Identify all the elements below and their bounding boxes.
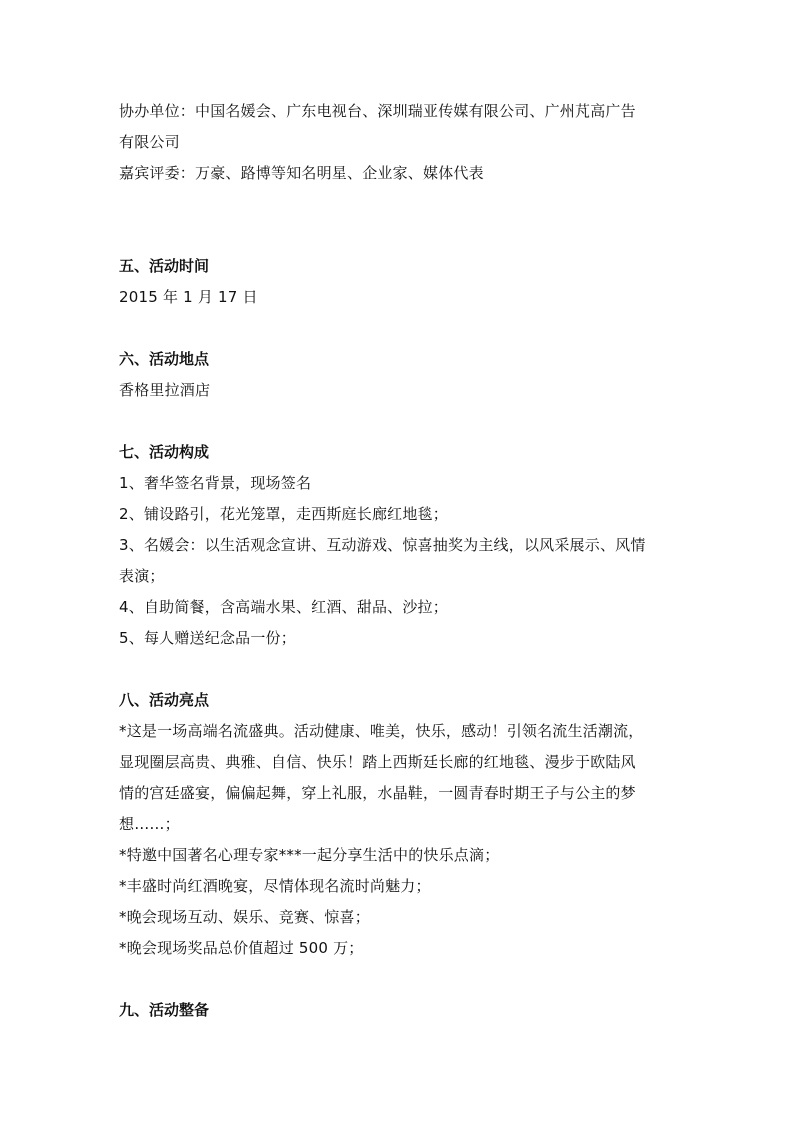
highlight-line: 想……； [119, 815, 180, 833]
spacer [119, 406, 679, 437]
guest-judges-line: 嘉宾评委：万豪、路博等知名明星、企业家、媒体代表 [119, 164, 484, 182]
highlight-line: *晚会现场互动、娱乐、竞赛、惊喜； [119, 908, 370, 926]
highlight-line: *特邀中国著名心理专家***一起分享生活中的快乐点滴； [119, 846, 500, 864]
document-page [119, 96, 679, 1026]
section-heading-preparation: 九、活动整备 [119, 1001, 210, 1019]
spacer [119, 654, 679, 685]
section-heading-composition: 七、活动构成 [119, 443, 210, 461]
composition-item: 2、铺设路引，花光笼罩，走西斯庭长廊红地毯； [119, 505, 448, 523]
composition-item: 1、奢华签名背景，现场签名 [119, 474, 312, 492]
highlight-line: 显现圈层高贵、典雅、自信、快乐！踏上西斯廷长廊的红地毯、漫步于欧陆风 [119, 753, 636, 771]
composition-item: 3、名媛会：以生活观念宣讲、互动游戏、惊喜抽奖为主线，以风采展示、风情 [119, 536, 646, 554]
event-location: 香格里拉酒店 [119, 381, 211, 399]
highlight-line: *这是一场高端名流盛典。活动健康、唯美，快乐，感动！引领名流生活潮流， [119, 722, 644, 740]
spacer [119, 313, 679, 344]
event-date: 2015 年 1 月 17 日 [119, 288, 258, 306]
highlight-line: 情的宫廷盛宴，偏偏起舞，穿上礼服，水晶鞋，一圆青春时期王子与公主的梦 [119, 784, 636, 802]
spacer [119, 189, 679, 251]
composition-item: 5、每人赠送纪念品一份； [119, 629, 296, 647]
highlight-line: *丰盛时尚红酒晚宴，尽情体现名流时尚魅力； [119, 877, 431, 895]
highlight-line: *晚会现场奖品总价值超过 500 万； [119, 939, 364, 957]
section-heading-time: 五、活动时间 [119, 257, 210, 275]
section-heading-highlights: 八、活动亮点 [119, 691, 210, 709]
spacer [119, 964, 679, 995]
section-heading-location: 六、活动地点 [119, 350, 210, 368]
composition-item: 表演； [119, 567, 165, 585]
co-organizers-line-1: 协办单位：中国名媛会、广东电视台、深圳瑞亚传媒有限公司、广州芃高广告 [119, 102, 636, 120]
co-organizers-line-2: 有限公司 [119, 133, 180, 151]
composition-item: 4、自助简餐，含高端水果、红酒、甜品、沙拉； [119, 598, 448, 616]
